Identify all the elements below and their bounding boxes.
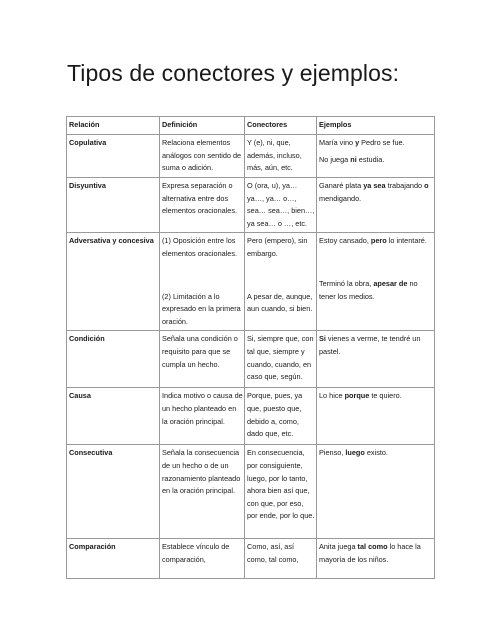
relation-cell: Disyuntiva (67, 178, 160, 233)
connectors-cell: Porque, pues, ya que, puesto que, debido a, como, dado que, etc. (245, 388, 317, 445)
example-cell: Pienso, luego existo. (317, 445, 435, 539)
page-title: Tipos de conectores y ejemplos: (67, 60, 400, 86)
definition-cell: Relaciona elementos análogos con sentido de suma o adición. (160, 135, 245, 178)
table-row (67, 331, 435, 388)
definition-cell: (1) Oposición entre los elementos oracionales. (2) Limitación a lo expresado en la primera oración. (160, 233, 245, 331)
definition-cell: Establece vínculo de comparación, (160, 539, 245, 579)
table-row (67, 388, 435, 445)
connectors-cell: O (ora, u), ya… ya…, ya… o…, sea… sea…, bien…, ya sea… o …, etc. (245, 178, 317, 233)
connectors-cell: Pero (empero), sin embargo. A pesar de, aunque, aun cuando, si bien. (245, 233, 317, 331)
connectors-cell: En consecuencia, por consiguiente, luego, por lo tanto, ahora bien así que, con que, por eso, por ende, por lo que. (245, 445, 317, 539)
column-header-relacion: Relación (67, 117, 160, 135)
example-text: María vino y Pedro se fue. (319, 138, 405, 147)
example-cell: Anita juega tal como lo hace la mayoría de los niños. (317, 539, 435, 579)
example-text: No juega ni estudia. (319, 154, 385, 164)
example-cell: Estoy cansado, pero lo intentaré. Terminó la obra, apesar de no tener los medios. (317, 233, 435, 331)
column-header-ejemplos: Ejemplos (317, 117, 435, 135)
column-header-definicion: Definición (160, 117, 245, 135)
table-header-row (67, 117, 435, 135)
column-header-conectores: Conectores (245, 117, 317, 135)
definition-cell: Indica motivo o causa de un hecho planteado en la oración principal. (160, 388, 245, 445)
definition-cell: Señala la consecuencia de un hecho o de un razonamiento planteado en la oración principal. (160, 445, 245, 539)
relation-cell: Consecutiva (67, 445, 160, 539)
connectors-cell: Como, así, así como, tal como, (245, 539, 317, 579)
connectors-table (66, 116, 435, 579)
table-row (67, 445, 435, 539)
example-cell (317, 135, 435, 178)
table-row (67, 135, 435, 178)
relation-cell: Adversativa y concesiva (67, 233, 160, 331)
relation-cell: Comparación (67, 539, 160, 579)
relation-cell: Copulativa (67, 135, 160, 178)
connectors-cell: Si, siempre que, con tal que, siempre y cuando, cuando, en caso que, según. (245, 331, 317, 388)
table-row (67, 178, 435, 233)
relation-cell: Causa (67, 388, 160, 445)
table-row (67, 233, 435, 331)
connectors-cell: Y (e), ni, que, además, incluso, más, aún, etc. (245, 135, 317, 178)
definition-cell: Señala una condición o requisito para que se cumpla un hecho. (160, 331, 245, 388)
example-cell: Lo hice porque te quiero. (317, 388, 435, 445)
table-row (67, 539, 435, 579)
example-cell: Ganaré plata ya sea trabajando o mendigando. (317, 178, 435, 233)
example-cell: Si vienes a verme, te tendré un pastel. (317, 331, 435, 388)
relation-cell: Condición (67, 331, 160, 388)
definition-cell: Expresa separación o alternativa entre dos elementos oracionales. (160, 178, 245, 233)
